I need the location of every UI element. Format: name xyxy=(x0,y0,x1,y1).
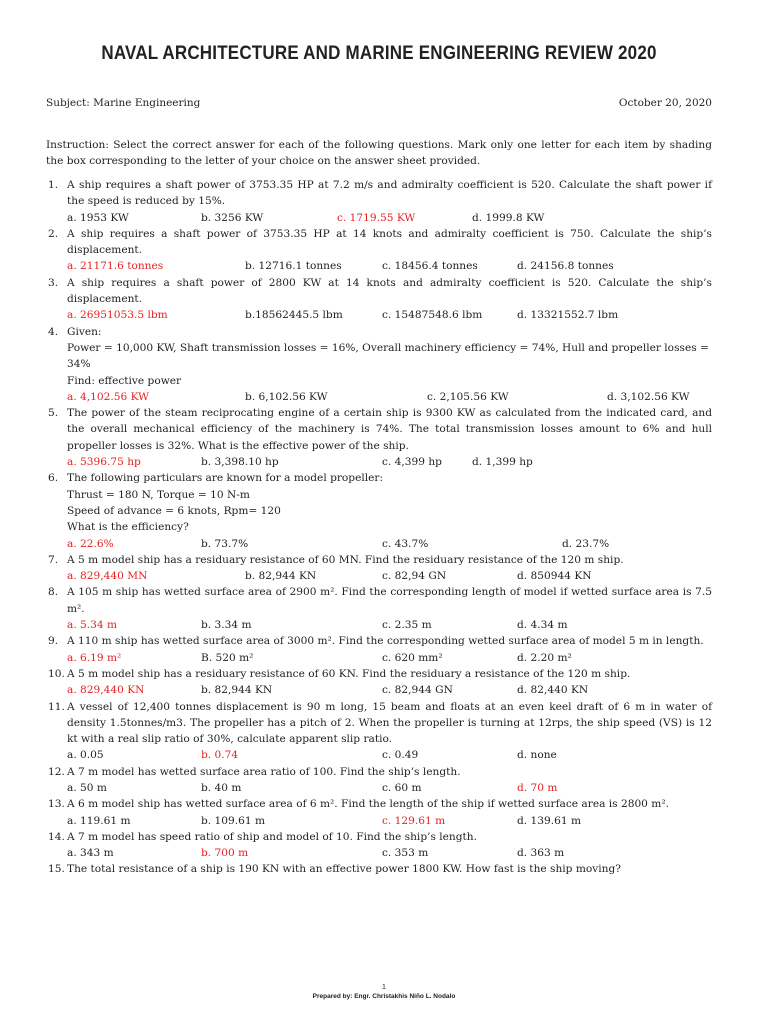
answer-option: d. 23.7% xyxy=(562,537,610,550)
question-body xyxy=(67,699,712,764)
question-item xyxy=(46,861,712,877)
answer-option: d. 1999.8 KW xyxy=(472,211,545,224)
question-text: A ship requires a shaft power of 2800 KW at 14 knots and admiralty coefficient is 520. Calculate the ship’s displacement. xyxy=(67,276,712,306)
answer-option-correct: a. 26951053.5 lbm xyxy=(67,309,168,322)
question-item xyxy=(46,552,712,585)
question-number: 5. xyxy=(48,407,59,420)
question-text: A ship requires a shaft power of 3753.35 HP at 14 knots and admiralty coefficient is 750. Calculate the ship’s displacement. xyxy=(67,227,712,257)
question-number: 12. xyxy=(48,765,65,778)
page-footer xyxy=(0,984,768,1001)
answer-option-correct: c. 129.61 m xyxy=(382,814,446,827)
answer-option: c. 82,94 GN xyxy=(382,570,447,583)
question-body xyxy=(67,829,712,862)
question-text xyxy=(67,470,712,535)
answer-options xyxy=(67,747,712,763)
answer-options xyxy=(67,210,712,226)
question-item xyxy=(46,829,712,862)
answer-option-correct: a. 4,102.56 KW xyxy=(67,390,150,403)
question-body xyxy=(67,666,712,699)
answer-option: d. 850944 KN xyxy=(517,570,592,583)
answer-option: c. 620 mm² xyxy=(382,651,443,664)
question-line: Thrust = 180 N, Torque = 10 N-m xyxy=(67,488,250,501)
question-number: 10. xyxy=(48,667,65,680)
answer-option-correct: a. 5.34 m xyxy=(67,619,118,632)
question-body xyxy=(67,584,712,633)
answer-option: d. 82,440 KN xyxy=(517,684,589,697)
answer-options xyxy=(67,780,712,796)
answer-options xyxy=(67,568,712,584)
answer-option: b.18562445.5 lbm xyxy=(245,309,343,322)
answer-option-correct: a. 21171.6 tonnes xyxy=(67,260,164,273)
question-body xyxy=(67,861,712,877)
question-line: Power = 10,000 KW, Shaft transmission losses = 16%, Overall machinery efficiency = 74%, Hull and propeller losses = 34% xyxy=(67,341,709,371)
question-text: The total resistance of a ship is 190 KN with an effective power 1800 KW. How fast is the ship moving? xyxy=(67,863,621,876)
question-item xyxy=(46,796,712,829)
question-text: A 6 m model ship has wetted surface area of 6 m². Find the length of the ship if wetted surface area is 2800 m². xyxy=(67,798,669,811)
question-item xyxy=(46,764,712,797)
question-item xyxy=(46,633,712,666)
answer-options xyxy=(67,650,712,666)
question-item xyxy=(46,275,712,324)
question-number: 7. xyxy=(48,553,59,566)
answer-options xyxy=(67,845,712,861)
answer-option: b. 73.7% xyxy=(201,537,249,550)
answer-option-correct: a. 5396.75 hp xyxy=(67,456,141,469)
question-item xyxy=(46,405,712,470)
question-number: 2. xyxy=(48,227,59,240)
question-number: 15. xyxy=(48,863,65,876)
question-body xyxy=(67,552,712,585)
question-item xyxy=(46,177,712,226)
header-meta xyxy=(46,97,712,109)
answer-option: c. 43.7% xyxy=(382,537,429,550)
question-number: 9. xyxy=(48,635,59,648)
question-text: A 110 m ship has wetted surface area of 3000 m². Find the corresponding wetted surface area of model 5 m in length. xyxy=(67,635,704,648)
question-body xyxy=(67,405,712,470)
answer-option: b. 12716.1 tonnes xyxy=(245,260,342,273)
instruction-text: Instruction: Select the correct answer for each of the following questions. Mark only one letter for each item by shading the box corresponding to the letter of your choice on the answer sheet provided. xyxy=(46,139,712,167)
answer-options xyxy=(67,536,712,552)
answer-options xyxy=(67,258,712,274)
answer-option: b. 6,102.56 KW xyxy=(245,390,328,403)
question-line: The following particulars are known for a model propeller: xyxy=(67,472,384,485)
answer-option: d. 1,399 hp xyxy=(472,456,533,469)
prepared-by: Prepared by: Engr. Christakhis Niño L. Nodalo xyxy=(312,993,456,1000)
answer-option: b. 40 m xyxy=(201,781,242,794)
question-item xyxy=(46,470,712,551)
question-body xyxy=(67,324,712,405)
answer-option: b. 82,944 KN xyxy=(245,570,317,583)
question-body xyxy=(67,177,712,226)
answer-option-correct: b. 0.74 xyxy=(201,749,239,762)
answer-option: a. 119.61 m xyxy=(67,814,131,827)
question-number: 11. xyxy=(48,700,65,713)
question-line: Speed of advance = 6 knots, Rpm= 120 xyxy=(67,504,281,517)
answer-option: B. 520 m² xyxy=(201,651,254,664)
answer-option: c. 0.49 xyxy=(382,749,419,762)
answer-option: d. 139.61 m xyxy=(517,814,581,827)
question-list xyxy=(46,177,712,878)
answer-option: d. 24156.8 tonnes xyxy=(517,260,614,273)
answer-option: c. 15487548.6 lbm xyxy=(382,309,483,322)
answer-option: c. 353 m xyxy=(382,847,429,860)
answer-option-correct: a. 6.19 m² xyxy=(67,651,122,664)
document-title: NAVAL ARCHITECTURE AND MARINE ENGINEERING REVIEW 2020 xyxy=(101,41,657,64)
question-item xyxy=(46,584,712,633)
answer-options xyxy=(67,307,712,323)
question-text: The power of the steam reciprocating engine of a certain ship is 9300 KW as calculated from the indicated card, and the overall mechanical efficiency of the machinery is 74%. The total transmission losses amount to 6% and hull propeller losses is 32%. What is the effective power of the ship. xyxy=(67,407,712,452)
question-text: A 7 m model has wetted surface area ratio of 100. Find the ship’s length. xyxy=(67,765,461,778)
answer-option: a. 1953 KW xyxy=(67,211,129,224)
answer-option: a. 343 m xyxy=(67,847,114,860)
question-item xyxy=(46,699,712,764)
question-line: What is the efficiency? xyxy=(67,521,189,534)
question-body xyxy=(67,226,712,275)
question-text: A ship requires a shaft power of 3753.35 HP at 7.2 m/s and admiralty coefficient is 520. Calculate the shaft power if the speed is reduced by 15%. xyxy=(67,179,712,208)
answer-option-correct: a. 829,440 KN xyxy=(67,684,145,697)
answer-option: d. 3,102.56 KW xyxy=(607,390,690,403)
question-body xyxy=(67,633,712,666)
question-number: 6. xyxy=(48,472,59,485)
question-item xyxy=(46,324,712,405)
question-text: A 5 m model ship has a residuary resistance of 60 KN. Find the residuary a resistance of the 120 m ship. xyxy=(67,667,631,680)
answer-option-correct: c. 1719.55 KW xyxy=(337,211,416,224)
question-number: 4. xyxy=(48,325,59,338)
answer-option: c. 4,399 hp xyxy=(382,456,442,469)
question-line: Given: xyxy=(67,325,102,338)
answer-option: c. 2,105.56 KW xyxy=(427,390,509,403)
answer-option: c. 82,944 GN xyxy=(382,684,453,697)
question-item xyxy=(46,666,712,699)
question-text: A vessel of 12,400 tonnes displacement is 90 m long, 15 beam and floats at an even keel draft of 6 m in water of density 1.5tonnes/m3. The propeller has a pitch of 2. When the propeller is turning at 12rps, the ship speed (VS) is 12 kt with a real slip ratio of 30%, calculate apparent slip ratio. xyxy=(67,700,712,746)
answer-option: b. 82,944 KN xyxy=(201,684,273,697)
question-number: 13. xyxy=(48,798,65,811)
answer-option: b. 3.34 m xyxy=(201,619,252,632)
question-item xyxy=(46,226,712,275)
answer-options xyxy=(67,813,712,829)
question-body xyxy=(67,796,712,829)
answer-option-correct: a. 829,440 MN xyxy=(67,570,148,583)
question-text: A 105 m ship has wetted surface area of 2900 m². Find the corresponding length of model if wetted surface area is 7.5 m². xyxy=(67,586,712,615)
answer-option-correct: b. 700 m xyxy=(201,847,249,860)
answer-option-correct: d. 70 m xyxy=(517,781,558,794)
page-number: 1 xyxy=(382,984,386,991)
answer-option: a. 0.05 xyxy=(67,749,104,762)
answer-option: d. 4.34 m xyxy=(517,619,568,632)
answer-options xyxy=(67,617,712,633)
answer-option: d. 363 m xyxy=(517,847,565,860)
answer-options xyxy=(67,389,712,405)
answer-option: c. 2.35 m xyxy=(382,619,432,632)
subject-label: Subject: Marine Engineering xyxy=(46,97,201,109)
answer-option: d. none xyxy=(517,749,557,762)
question-number: 3. xyxy=(48,276,59,289)
answer-option: d. 2.20 m² xyxy=(517,651,572,664)
date-label: October 20, 2020 xyxy=(618,97,712,109)
question-text: A 5 m model ship has a residuary resistance of 60 MN. Find the residuary resistance of the 120 m ship. xyxy=(67,553,624,566)
answer-options xyxy=(67,454,712,470)
question-text: A 7 m model has speed ratio of ship and model of 10. Find the ship’s length. xyxy=(67,830,477,843)
answer-option: c. 60 m xyxy=(382,781,422,794)
answer-option: b. 3256 KW xyxy=(201,211,264,224)
answer-option: a. 50 m xyxy=(67,781,107,794)
answer-option: b. 3,398.10 hp xyxy=(201,456,279,469)
answer-option: d. 13321552.7 lbm xyxy=(517,309,619,322)
question-body xyxy=(67,470,712,551)
answer-option: c. 18456.4 tonnes xyxy=(382,260,478,273)
question-number: 1. xyxy=(48,179,59,191)
answer-option-correct: a. 22.6% xyxy=(67,537,114,550)
question-number: 14. xyxy=(48,830,65,843)
question-number: 8. xyxy=(48,586,59,599)
question-body xyxy=(67,275,712,324)
question-body xyxy=(67,764,712,797)
question-line: Find: effective power xyxy=(67,374,182,387)
answer-option: b. 109.61 m xyxy=(201,814,265,827)
answer-options xyxy=(67,682,712,698)
question-text xyxy=(67,324,712,389)
